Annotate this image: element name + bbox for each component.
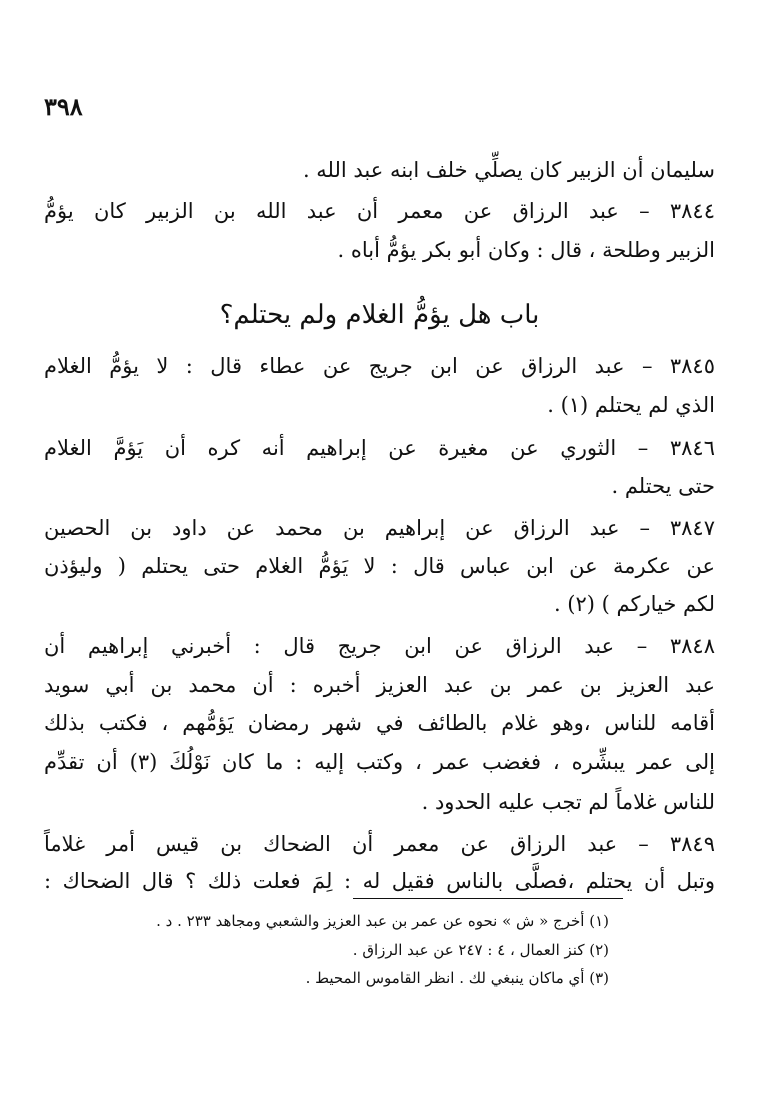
text-line: ٣٨٤٤ – عبد الرزاق عن معمر أن عبد الله بن الزبير كان يؤمُّ — [44, 199, 715, 223]
text-line: لكم خياركم ) (٢) . — [553, 592, 715, 616]
footnote-divider — [353, 898, 623, 899]
text-line: وتبل أن يحتلم ،فصلَّى بالناس فقيل له : لِمَ فعلت ذلك ؟ قال الضحاك : — [44, 869, 715, 893]
text-line: عبد العزيز بن عمر بن عبد العزيز أخبره : أن محمد بن أبي سويد — [44, 673, 715, 697]
text-line: حتى يحتلم . — [611, 474, 715, 498]
footnote: (٣) أي ماكان ينبغي لك . انظر القاموس المحيط . — [305, 969, 609, 987]
page-number: ٣٩٨ — [44, 92, 83, 121]
footnote: (١) أخرج « ش » نحوه عن عمر بن عبد العزيز والشعبي ومجاهد ٢٣٣ . د . — [156, 912, 609, 930]
text-line: ٣٨٤٨ – عبد الرزاق عن ابن جريج قال : أخبرني إبراهيم أن — [44, 634, 715, 658]
text-line: ٣٨٤٦ – الثوري عن مغيرة عن إبراهيم أنه كره أن يَؤمَّ الغلام — [44, 436, 715, 460]
text-line: ٣٨٤٩ – عبد الرزاق عن معمر أن الضحاك بن قيس أمر غلاماً — [44, 832, 715, 856]
footnote: (٢) كنز العمال ، ٤ : ٢٤٧ عن عبد الرزاق . — [352, 941, 609, 959]
text-line: الزبير وطلحة ، قال : وكان أبو بكر يؤمُّ أباه . — [337, 238, 715, 262]
text-line: إلى عمر يبشِّره ، فغضب عمر ، وكتب إليه : ما كان نَوْلُكَ (٣) أن تقدِّم — [44, 750, 715, 774]
text-line: الذي لم يحتلم (١) . — [547, 393, 715, 417]
text-line: للناس غلاماً لم تجب عليه الحدود . — [421, 790, 715, 814]
text-line: أقامه للناس ،وهو غلام بالطائف في شهر رمضان يَؤمُّهم ، فكتب بذلك — [44, 711, 715, 735]
chapter-title: باب هل يؤمُّ الغلام ولم يحتلم؟ — [219, 300, 540, 330]
text-line: عن عكرمة عن ابن عباس قال : لا يَؤمُّ الغلام حتى يحتلم ( وليؤذن — [44, 554, 715, 578]
text-line: ٣٨٤٥ – عبد الرزاق عن ابن جريج عن عطاء قال : لا يؤمُّ الغلام — [44, 354, 715, 378]
text-line: ٣٨٤٧ – عبد الرزاق عن إبراهيم بن محمد عن داود بن الحصين — [44, 516, 715, 540]
text-line: سليمان أن الزبير كان يصلِّي خلف ابنه عبد الله . — [302, 158, 715, 182]
